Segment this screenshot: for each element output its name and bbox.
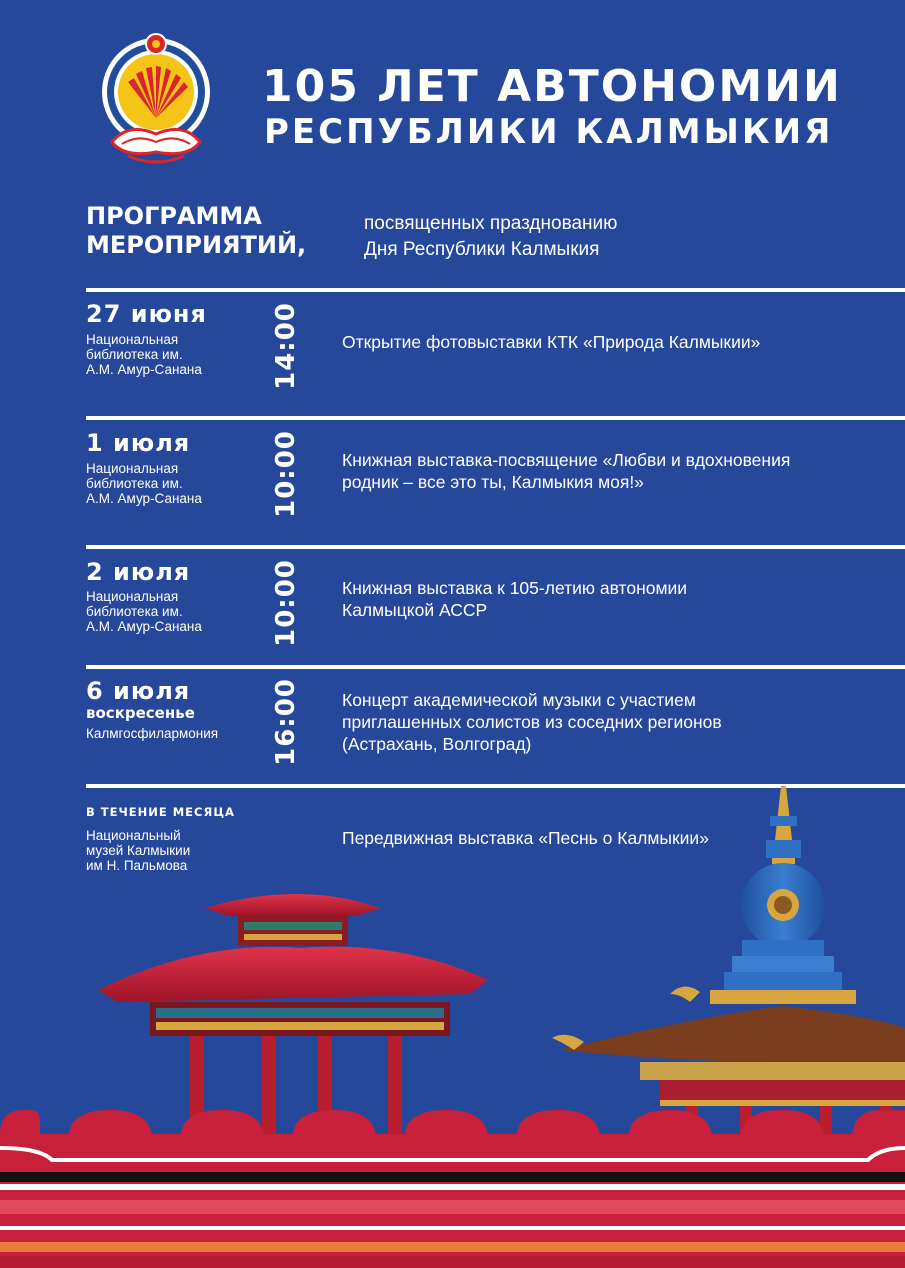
program-heading (86, 202, 306, 260)
stupa-icon (552, 786, 905, 1146)
kalmykia-emblem-icon (98, 30, 214, 170)
event-description: Концерт академической музыки с участием приглашенных солистов из соседних регионов (Астрахань, Волгоград) (342, 690, 722, 754)
event-date: 2 июля (86, 558, 191, 586)
event-period-label: В ТЕЧЕНИЕ МЕСЯЦА (86, 805, 235, 819)
event-date: 27 июня (86, 300, 207, 328)
divider (86, 416, 905, 420)
event-date: 1 июля (86, 429, 191, 457)
title-line-2: РЕСПУБЛИКИ КАЛМЫКИЯ (264, 112, 834, 152)
event-time-box (268, 424, 304, 524)
event-venue: Национальная библиотека им. А.М. Амур-Санана (86, 589, 202, 634)
divider (86, 665, 905, 669)
program-subtitle-line-2: Дня Республики Калмыкия (364, 239, 600, 260)
divider (86, 288, 905, 292)
event-venue: Национальная библиотека им. А.М. Амур-Санана (86, 461, 202, 506)
program-heading-line-1: ПРОГРАММА (86, 202, 262, 230)
event-time: 10:00 (271, 430, 301, 518)
event-description: Книжная выставка к 105-летию автономии Калмыцкой АССР (342, 578, 688, 620)
pagoda-icon (98, 894, 488, 1146)
ornamental-band (0, 1110, 905, 1268)
event-time-box (268, 296, 304, 396)
event-venue: Калмгосфилармония (86, 726, 219, 741)
program-subtitle (364, 211, 617, 263)
event-time: 10:00 (271, 559, 301, 647)
event-description: Передвижная выставка «Песнь о Калмыкии» (342, 828, 709, 848)
event-time: 16:00 (271, 678, 301, 766)
poster-title (262, 62, 862, 152)
program-subtitle-line-1: посвященных празднованию (364, 213, 618, 234)
event-weekday: воскресенье (86, 704, 195, 722)
divider (86, 545, 905, 549)
event-venue: Национальный музей Калмыкии им Н. Пальмова (86, 828, 191, 873)
event-date: 6 июля (86, 677, 191, 705)
event-time: 14:00 (271, 302, 301, 390)
event-time-box (268, 672, 304, 772)
event-venue: Национальная библиотека им. А.М. Амур-Санана (86, 332, 202, 377)
title-line-1: 105 ЛЕТ АВТОНОМИИ (262, 61, 842, 112)
event-time-box (268, 553, 304, 653)
program-heading-line-2: МЕРОПРИЯТИЙ, (86, 231, 307, 259)
pagoda-and-stupa-illustration (0, 780, 905, 1268)
event-description: Книжная выставка-посвящение «Любви и вдохновения родник – все это ты, Калмыкия моя!» (342, 450, 791, 492)
event-description: Открытие фотовыставки КТК «Природа Калмыкии» (342, 332, 761, 352)
